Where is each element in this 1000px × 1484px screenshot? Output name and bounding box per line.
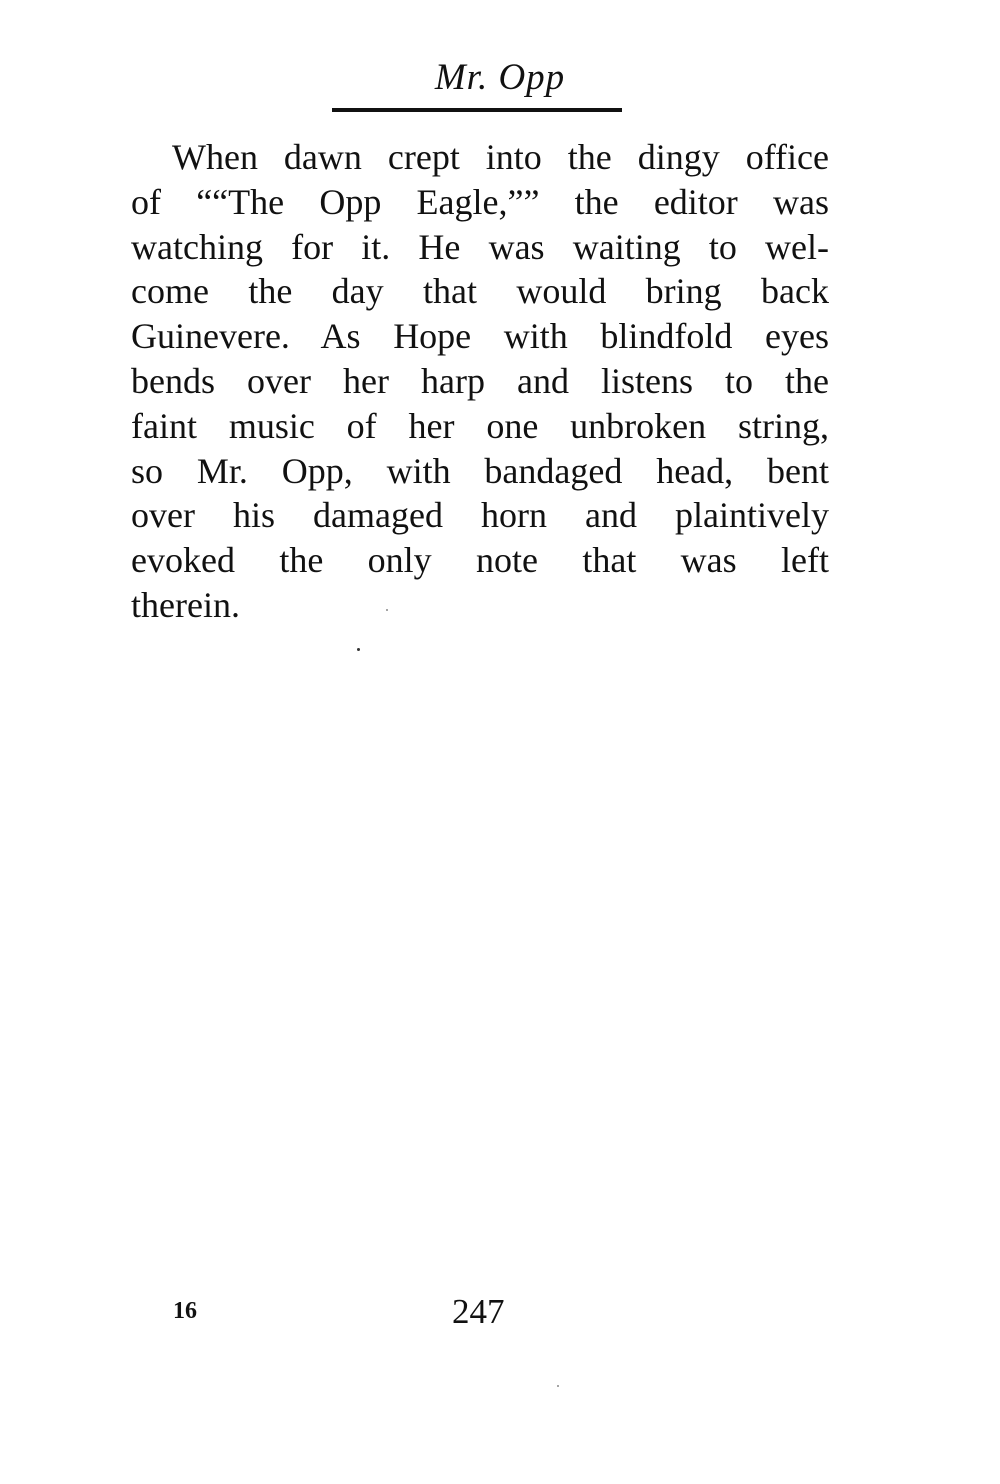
- text-line: bends over her harp and listens to the: [131, 360, 829, 401]
- text-line: therein.: [131, 584, 240, 625]
- text-line: watching for it. He was waiting to wel-: [131, 226, 829, 267]
- text-line: Guinevere. As Hope with blindfold eyes: [131, 316, 829, 357]
- text-line: faint music of her one unbroken string,: [131, 405, 829, 446]
- ink-speck: [557, 1385, 559, 1387]
- ink-speck: [357, 648, 360, 651]
- text-line: come the day that would bring back: [131, 271, 829, 312]
- signature-mark: 16: [173, 1298, 197, 1324]
- text-line: of ““The Opp Eagle,”” the editor was: [131, 181, 829, 222]
- page-number: 247: [452, 1292, 505, 1331]
- text-line: evoked the only note that was left: [131, 540, 829, 581]
- text-line: so Mr. Opp, with bandaged head, bent: [131, 450, 829, 491]
- text-line: When dawn crept into the dingy office: [172, 137, 829, 177]
- header-rule: [332, 108, 622, 112]
- running-head: Mr. Opp: [434, 57, 566, 98]
- ink-speck: [386, 609, 388, 611]
- text-line: over his damaged horn and plaintively: [131, 495, 829, 536]
- body-paragraph: [131, 135, 829, 628]
